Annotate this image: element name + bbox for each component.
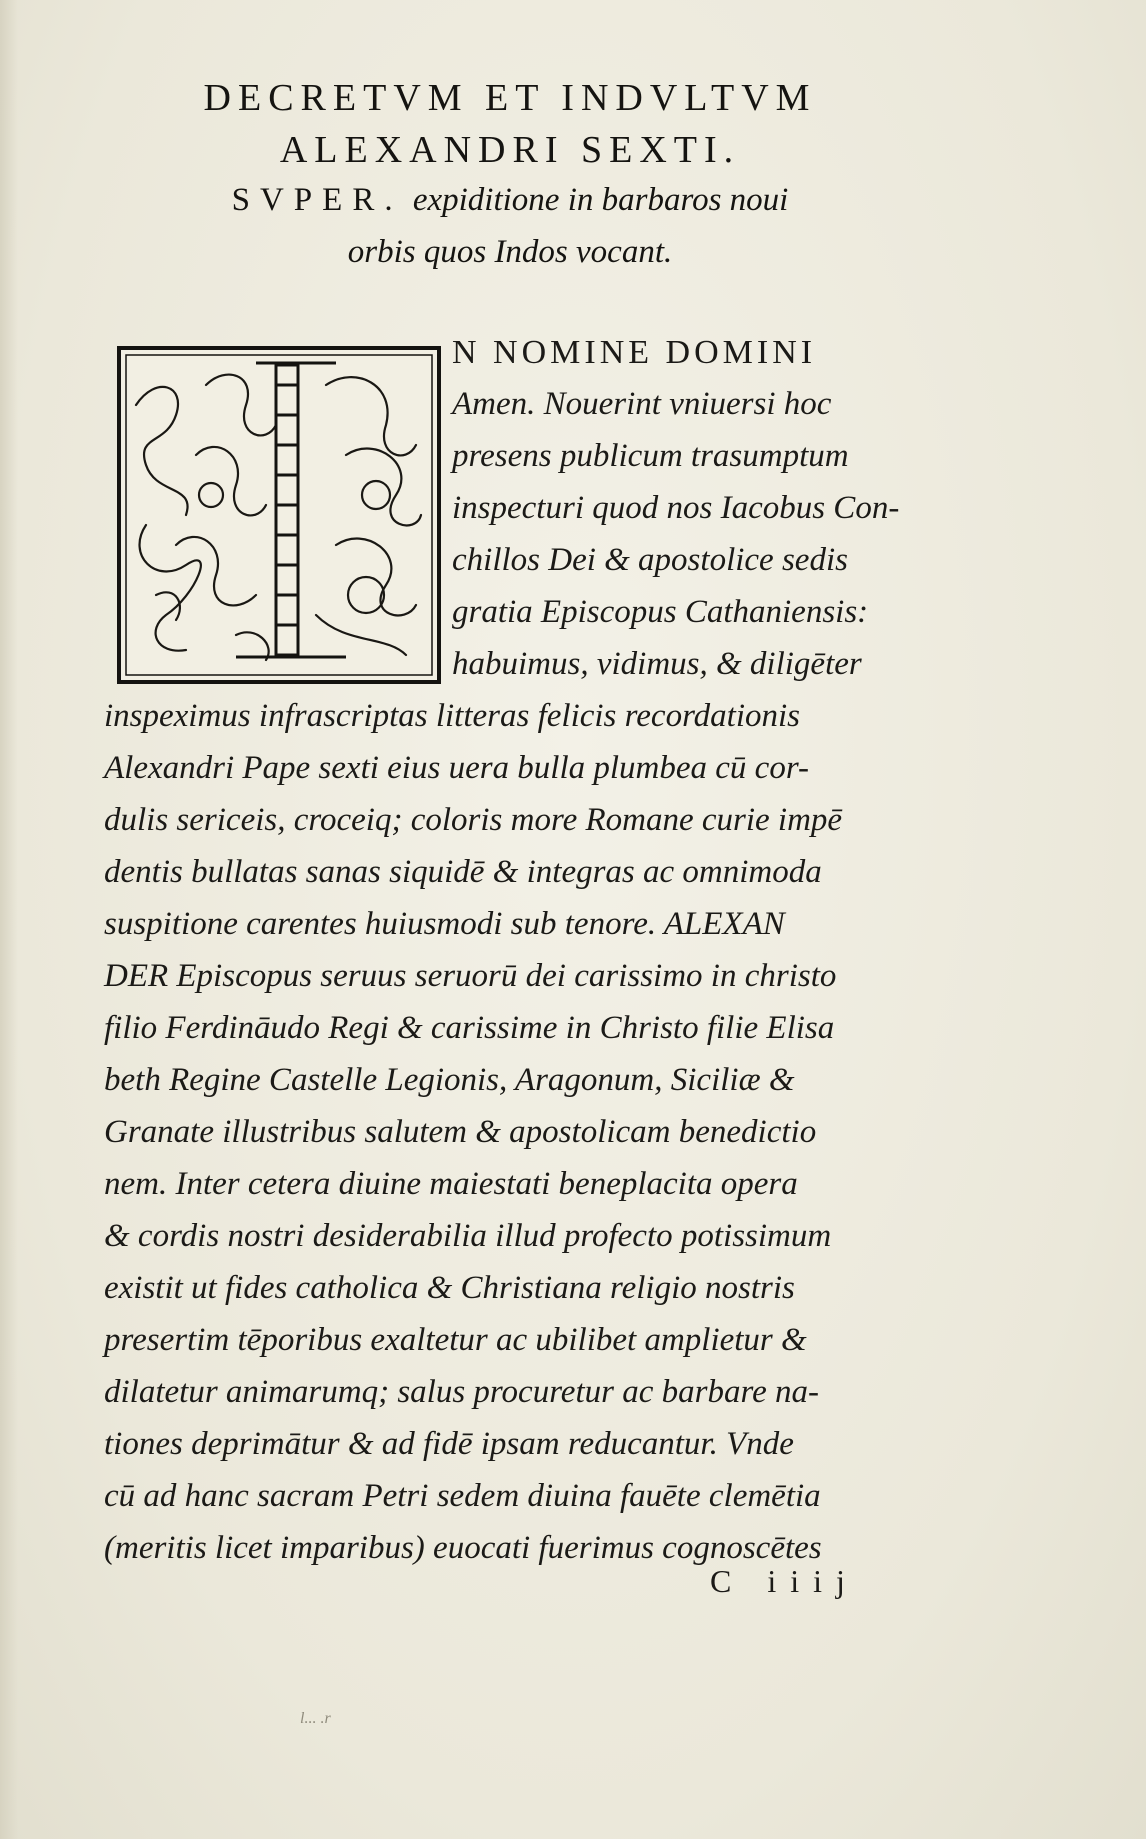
body-line-21: dilatetur animarumq; salus procuretur ac barbare na- xyxy=(104,1374,819,1410)
body-line-9: Alexandri Pape sexti eius uera bulla plumbea cū cor- xyxy=(104,750,810,786)
body-line-23: cū ad hanc sacram Petri sedem diuina fauēte clemētia xyxy=(104,1478,821,1514)
title-line-2: ALEXANDRI SEXTI. xyxy=(279,129,741,171)
body-line-13: DER Episcopus seruus seruorū dei carissimo in christo xyxy=(104,958,837,994)
body-line-19: existit ut fides catholica & Christiana religio nostris xyxy=(104,1270,795,1306)
title-line-1: DECRETVM ET INDVLTVM xyxy=(203,77,817,119)
body-line-4: inspecturi quod nos Iacobus Con- xyxy=(452,490,900,526)
title-line-4: orbis quos Indos vocant. xyxy=(347,234,673,270)
body-line-7: habuimus, vidimus, & diligēter xyxy=(452,646,862,682)
body-line-1: N NOMINE DOMINI xyxy=(452,334,817,371)
page-edge-shadow xyxy=(0,0,18,1839)
body-line-11: dentis bullatas sanas siquidē & integras ac omnimoda xyxy=(104,854,822,890)
body-line-24: (meritis licet imparibus) euocati fuerimus cognoscētes xyxy=(104,1530,822,1566)
body-line-2: Amen. Nouerint vniuersi hoc xyxy=(452,386,832,422)
body-line-6: gratia Episcopus Cathaniensis: xyxy=(452,594,869,630)
signature-mark: C iiij xyxy=(710,1563,859,1599)
body-line-8: inspeximus infrascriptas litteras felicis recordationis xyxy=(104,698,801,734)
title-line-3-caps: SVPER. xyxy=(231,182,403,218)
faint-handwriting: l... .r xyxy=(300,1710,331,1727)
body-line-17: nem. Inter cetera diuine maiestati beneplacita opera xyxy=(104,1166,798,1202)
body-line-18: & cordis nostri desiderabilia illud profecto potissimum xyxy=(104,1218,832,1254)
body-line-10: dulis sericeis, croceiq; coloris more Romane curie impē xyxy=(104,802,843,838)
title-line-3 xyxy=(110,182,910,219)
body-line-14: filio Ferdināudo Regi & carissime in Christo filie Elisa xyxy=(104,1010,835,1046)
body-line-12: suspitione carentes huiusmodi sub tenore. ALEXAN xyxy=(104,906,785,942)
body-line-3: presens publicum trasumptum xyxy=(452,438,849,474)
body-line-20: presertim tēporibus exaltetur ac ubilibet amplietur & xyxy=(104,1322,807,1358)
body-line-15: beth Regine Castelle Legionis, Aragonum, Siciliæ & xyxy=(104,1062,795,1098)
title-line-3-rest: expiditione in barbaros noui xyxy=(412,182,789,218)
body-line-22: tiones deprimātur & ad fidē ipsam reducantur. Vnde xyxy=(104,1426,794,1462)
decorated-initial-woodcut xyxy=(116,345,442,685)
body-line-16: Granate illustribus salutem & apostolicam benedictio xyxy=(104,1114,817,1150)
body-line-5: chillos Dei & apostolice sedis xyxy=(452,542,848,578)
